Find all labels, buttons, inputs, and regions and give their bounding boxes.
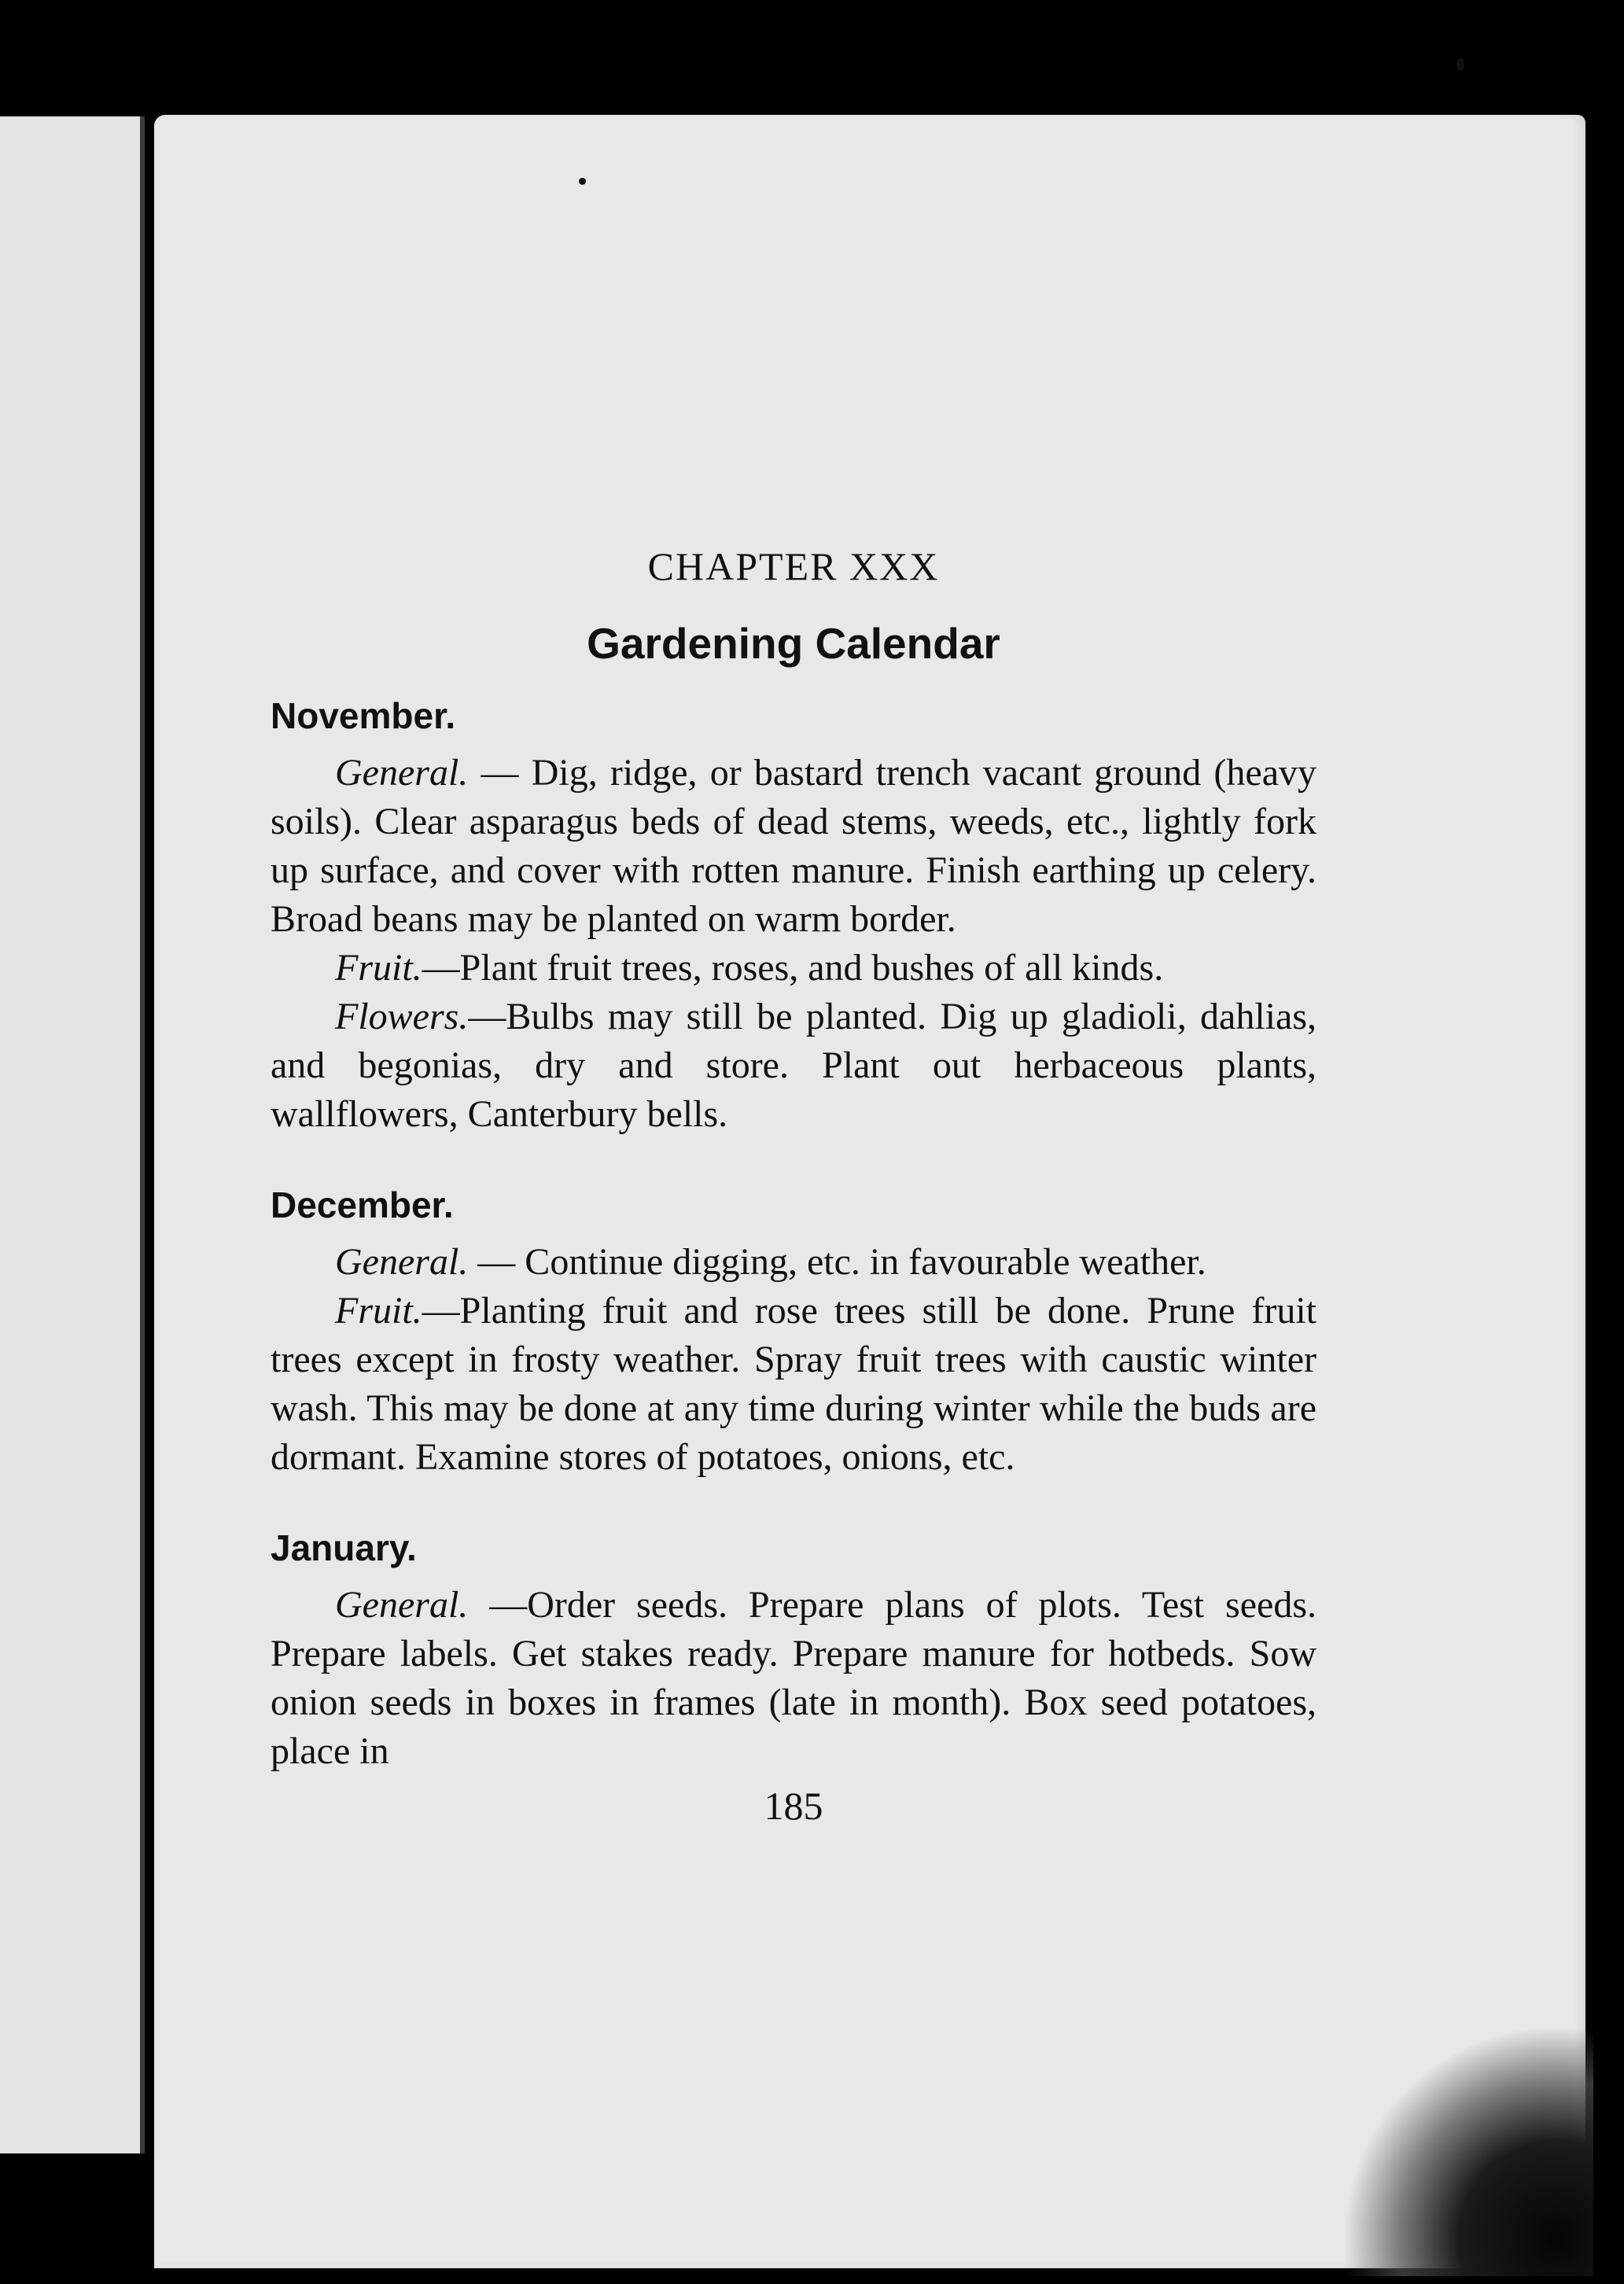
- page-title: Gardening Calendar: [587, 619, 1000, 668]
- paragraph-text: Plant fruit trees, roses, and bushes of all kinds.: [459, 947, 1164, 989]
- paragraph-text: Planting fruit and rose trees still be done. Prune fruit trees except in frosty weather. Spray fruit trees with caustic winter wash. This may be done at any time during winter while the buds are dormant. Examine stores of potatoes, onions, etc.: [271, 1290, 1317, 1478]
- page-number: 185: [764, 1784, 823, 1828]
- paragraph-heading: General.: [335, 1241, 469, 1283]
- chapter-heading: CHAPTER XXX: [647, 544, 940, 588]
- paragraph-text: Dig, ridge, or bastard trench vacant ground (heavy soils). Clear asparagus beds of dead stems, weeds, etc., lightly fork up surface, and cover with rotten manure. Finish earthing up celery. Broad beans may be planted on warm border.: [271, 752, 1317, 940]
- paragraph: [271, 944, 1317, 993]
- paragraph: [271, 1238, 1317, 1287]
- paragraph: [271, 749, 1317, 944]
- separator: —: [468, 1241, 525, 1283]
- paragraph-text: Continue digging, etc. in favourable weather.: [525, 1241, 1206, 1283]
- separator: —: [468, 1584, 528, 1626]
- separator: —: [468, 996, 506, 1037]
- paragraph-heading: Flowers.: [335, 996, 469, 1037]
- paragraph-heading: General.: [335, 1584, 469, 1626]
- paragraph-heading: Fruit.: [335, 947, 422, 989]
- previous-page-edge: [0, 116, 145, 2153]
- paragraph-heading: Fruit.: [335, 1290, 422, 1332]
- paragraph-text: Bulbs may still be planted. Dig up gladioli, dahlias, and begonias, dry and store. Plant out herbaceous plants, wallflowers, Canterbury bells.: [271, 996, 1317, 1135]
- paragraph-heading: General.: [335, 752, 469, 794]
- paragraph: [271, 1287, 1317, 1482]
- paragraph: [271, 993, 1317, 1139]
- dust-speck: [579, 178, 586, 185]
- page-content: [271, 511, 1317, 1829]
- dust-speck: [1456, 58, 1464, 71]
- separator: —: [422, 1290, 460, 1332]
- month-heading-january: January.: [271, 1527, 417, 1568]
- page-corner-stain: [1342, 2024, 1593, 2276]
- month-heading-december: December.: [271, 1184, 454, 1225]
- month-heading-november: November.: [271, 695, 456, 736]
- paragraph-text: Order seeds. Prepare plans of plots. Test seeds. Prepare labels. Get stakes ready. Prepare manure for hotbeds. Sow onion seeds in boxes in frames (late in month). Box seed potatoes, place in: [271, 1584, 1317, 1772]
- separator: —: [422, 947, 460, 989]
- paragraph: [271, 1581, 1317, 1776]
- separator: —: [468, 752, 532, 794]
